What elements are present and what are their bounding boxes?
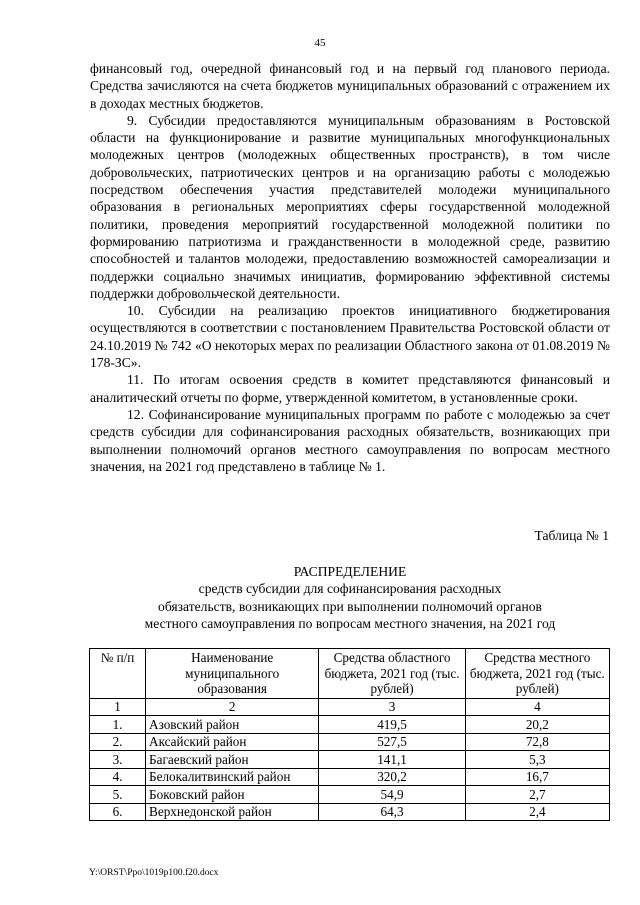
heading-title: РАСПРЕДЕЛЕНИЕ (293, 564, 407, 579)
row-local: 72,8 (465, 733, 609, 751)
page-number: 45 (314, 37, 326, 49)
paragraph: 9. Субсидии предоставляются муниципальным образованиям в Ростовской области на функционирование и развитие муниципальных многофункциональных молодежных центров (молодежных общественных пространств), в том числе добровольческих, патриотических центров и на организацию работы с молодежью посредством обеспечения участия представителей молодежи муниципального образования в региональных мероприятиях сферы государственной молодежной политики, проведения мероприятий государственной молодежной политики по формированию патриотизма и гражданственности в молодежной среде, развитию способностей и талантов молодежи, предоставлению возможностей самореализации и поддержки социально значимых инициатив, формированию эффективной системы поддержки добровольческой деятельности. (90, 112, 610, 301)
row-num: 3. (90, 751, 146, 769)
table-row (90, 786, 610, 804)
header-name: Наименование муниципального образования (146, 649, 319, 699)
heading-line: местного самоуправления по вопросам местного значения, на 2021 год (144, 615, 556, 631)
row-local: 2,4 (465, 803, 609, 821)
row-num: 6. (90, 803, 146, 821)
column-number: 3 (319, 698, 465, 716)
row-num: 1. (90, 716, 146, 734)
row-name: Верхнедонской район (146, 803, 319, 821)
column-number: 1 (90, 698, 146, 716)
table-row (90, 803, 610, 821)
row-regional: 320,2 (319, 768, 465, 786)
table-row (90, 751, 610, 769)
row-num: 2. (90, 733, 146, 751)
table-row (90, 768, 610, 786)
header-num: № п/п (90, 649, 146, 699)
row-local: 20,2 (465, 716, 609, 734)
table-heading (90, 563, 610, 632)
column-number-row (90, 698, 610, 716)
header-local: Средства местного бюджета, 2021 год (тыс. рублей) (465, 649, 609, 699)
table-label: Таблица № 1 (534, 528, 609, 543)
row-regional: 141,1 (319, 751, 465, 769)
body-text (90, 60, 610, 475)
heading-line: средств субсидии для софинансирования расходных (198, 581, 502, 597)
row-name: Аксайский район (146, 733, 319, 751)
row-regional: 64,3 (319, 803, 465, 821)
paragraph: 10. Субсидии на реализацию проектов инициативного бюджетирования осуществляются в соответствии с постановлением Правительства Ростовской области от 24.10.2019 № 742 «О некоторых мерах по реализации Областного закона от 01.08.2019 № 178-ЗС». (90, 303, 610, 371)
header-regional: Средства областного бюджета, 2021 год (тыс. рублей) (319, 649, 465, 699)
table-row (90, 733, 610, 751)
file-path-footer: Y:\ORST\Ppo\1019p100.f20.docx (89, 868, 219, 878)
paragraph: финансовый год, очередной финансовый год и на первый год планового периода. Средства зачисляются на счета бюджетов муниципальных образований с отражением их в доходах местных бюджетов. (90, 61, 610, 111)
row-name: Боковский район (146, 786, 319, 804)
heading-line: обязательств, возникающих при выполнении полномочий органов (158, 598, 542, 614)
row-num: 4. (90, 768, 146, 786)
column-number: 2 (146, 698, 319, 716)
distribution-table (89, 648, 610, 821)
row-regional: 419,5 (319, 716, 465, 734)
table-header-row (90, 649, 610, 699)
row-regional: 54,9 (319, 786, 465, 804)
paragraph: 11. По итогам освоения средств в комитет представляются финансовый и аналитический отчеты по форме, утвержденной комитетом, в установленные сроки. (90, 372, 610, 405)
row-local: 2,7 (465, 786, 609, 804)
paragraph: 12. Софинансирование муниципальных программ по работе с молодежью за счет средств субсидии для софинансирования расходных обязательств, возникающих при выполнении полномочий органов местного самоуправления по вопросам местного значения, на 2021 год представлено в таблице № 1. (90, 406, 610, 474)
row-local: 16,7 (465, 768, 609, 786)
row-regional: 527,5 (319, 733, 465, 751)
row-name: Багаевский район (146, 751, 319, 769)
row-local: 5,3 (465, 751, 609, 769)
table-row (90, 716, 610, 734)
row-num: 5. (90, 786, 146, 804)
row-name: Белокалитвинский район (146, 768, 319, 786)
row-name: Азовский район (146, 716, 319, 734)
column-number: 4 (465, 698, 609, 716)
